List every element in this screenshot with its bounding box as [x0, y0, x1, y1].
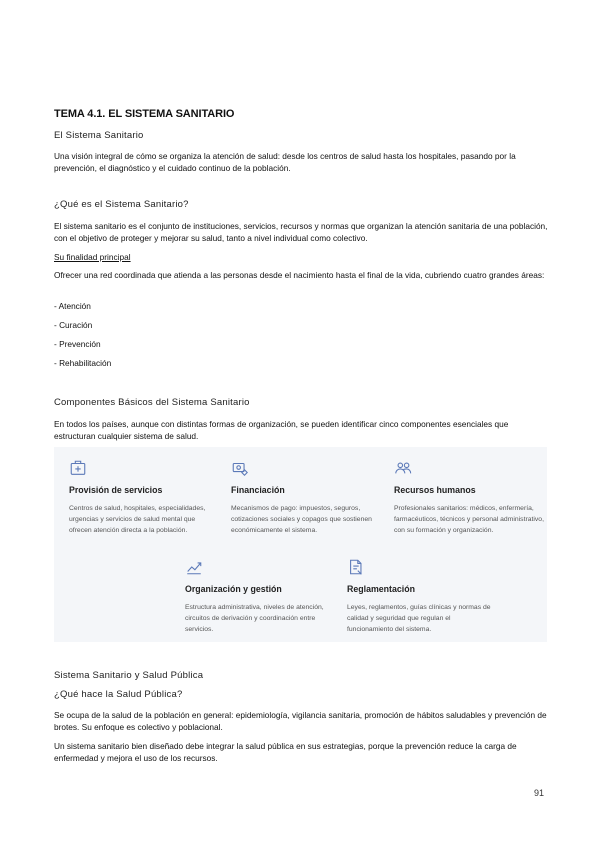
public-health-paragraph: Se ocupa de la salud de la población en general: epidemiología, vigilancia sanitaria, promoción de hábitos saludables y prevención de brotes. Su enfoque es colectivo y poblacional. — [54, 710, 547, 732]
component-card — [69, 459, 219, 536]
definition-paragraph: El sistema sanitario es el conjunto de instituciones, servicios, recursos y normas que organizan la atención sanitaria de una población, con el objetivo de proteger y mejorar su salud, tanto a nivel individual como colectivo. — [54, 221, 548, 243]
area-item: - Rehabilitación — [54, 358, 112, 368]
card-description: Profesionales sanitarios: médicos, enfermería, farmacéuticos, técnicos y personal administrativo, con su formación y organización. — [394, 505, 544, 534]
intro-paragraph: Una visión integral de cómo se organiza la atención de salud: desde los centros de salud hasta los hospitales, pasando por la prevención, el diagnóstico y el cuidado continuo de la población. — [54, 151, 516, 173]
section-heading-components: Componentes Básicos del Sistema Sanitario — [54, 397, 250, 408]
card-title: Reglamentación — [347, 584, 415, 594]
component-card — [394, 459, 544, 536]
area-item: - Atención — [54, 301, 91, 311]
integration-paragraph: Un sistema sanitario bien diseñado debe integrar la salud pública en sus estrategias, porque la prevención reduce la carga de enfermedad y mejora el uso de los recursos. — [54, 741, 517, 763]
purpose-label: Su finalidad principal — [54, 252, 131, 262]
page-subtitle: El Sistema Sanitario — [54, 130, 144, 141]
purpose-paragraph: Ofrecer una red coordinada que atienda a las personas desde el nacimiento hasta el final de la vida, cubriendo cuatro grandes áreas: — [54, 270, 545, 280]
card-description: Estructura administrativa, niveles de atención, circuitos de derivación y coordinación entre servicios. — [185, 604, 324, 633]
component-card — [185, 558, 335, 635]
card-title: Organización y gestión — [185, 584, 282, 594]
components-paragraph: En todos los países, aunque con distintas formas de organización, se pueden identificar cinco componentes esenciales que estructuran cualquier sistema de salud. — [54, 419, 509, 441]
hospital-icon — [69, 459, 87, 477]
page-title: TEMA 4.1. EL SISTEMA SANITARIO — [54, 108, 235, 120]
card-title: Recursos humanos — [394, 485, 476, 495]
money-icon — [231, 459, 249, 477]
card-title: Provisión de servicios — [69, 485, 163, 495]
people-icon — [394, 459, 412, 477]
section-heading-what-is: ¿Qué es el Sistema Sanitario? — [54, 199, 189, 210]
component-card — [347, 558, 497, 635]
component-card — [231, 459, 381, 536]
page-number: 91 — [534, 788, 545, 798]
section-heading-public-health: Sistema Sanitario y Salud Pública — [54, 670, 204, 681]
chart-icon — [185, 558, 203, 576]
card-description: Mecanismos de pago: impuestos, seguros, cotizaciones sociales y copagos que sostienen económicamente el sistema. — [231, 505, 372, 534]
card-description: Centros de salud, hospitales, especialidades, urgencias y servicios de salud mental que ofrecen atención directa a la población. — [69, 505, 206, 534]
area-item: - Curación — [54, 320, 93, 330]
area-item: - Prevención — [54, 339, 101, 349]
card-description: Leyes, reglamentos, guías clínicas y normas de calidad y seguridad que regulan el funcionamiento del sistema. — [347, 604, 491, 633]
components-panel — [54, 447, 547, 642]
card-title: Financiación — [231, 485, 285, 495]
public-health-question: ¿Qué hace la Salud Pública? — [54, 689, 183, 700]
document-icon — [347, 558, 365, 576]
